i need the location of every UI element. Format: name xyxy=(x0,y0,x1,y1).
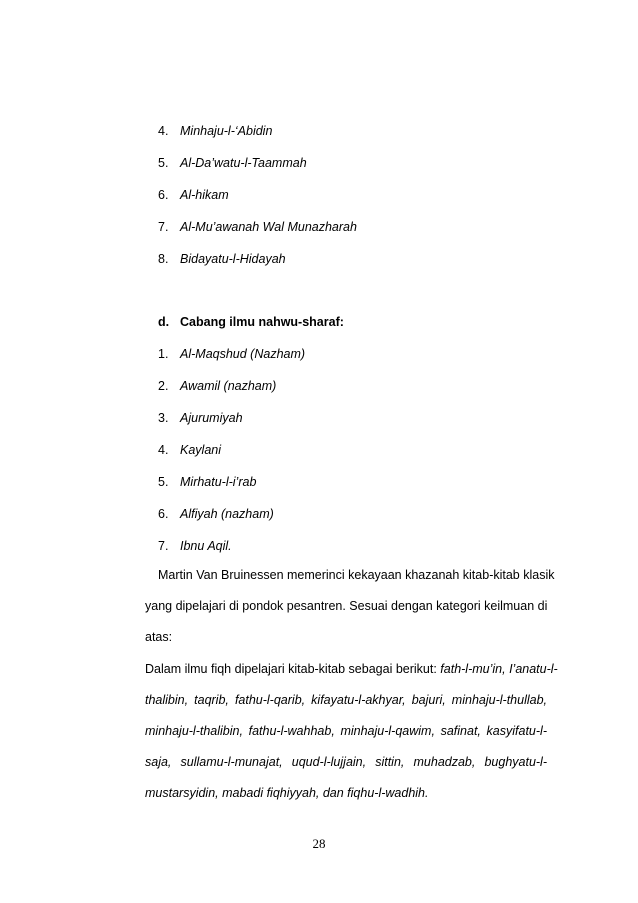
list-number: 6. xyxy=(158,507,169,521)
section-letter: d. xyxy=(158,315,170,329)
list-text: Ibnu Aqil. xyxy=(180,539,232,553)
list-text: Awamil (nazham) xyxy=(180,379,277,393)
list-text: Al-Mu’awanah Wal Munazharah xyxy=(180,220,357,234)
paragraph-line xyxy=(145,661,558,677)
list-number: 8. xyxy=(158,252,169,266)
paragraph-line xyxy=(145,723,547,739)
list-text: Al-Maqshud (Nazham) xyxy=(180,347,306,361)
list-number: 4. xyxy=(158,124,169,138)
kitab-names: fath-l-mu’in, I’anatu-l- xyxy=(440,662,558,676)
paragraph-line: atas: xyxy=(145,630,173,644)
list-number: 1. xyxy=(158,347,169,361)
list-text: Minhaju-l-‘Abidin xyxy=(180,124,273,138)
paragraph-line xyxy=(145,754,547,770)
list-text: Mirhatu-l-i’rab xyxy=(180,475,257,489)
list-text: Ajurumiyah xyxy=(180,411,243,425)
list-number: 7. xyxy=(158,220,169,234)
list-number: 6. xyxy=(158,188,169,202)
kitab-names: thalibin, taqrib, fathu-l-qarib, kifayatu-l-akhyar, bajuri, minhaju-l-thullab, xyxy=(145,693,547,707)
kitab-names: saja, sullamu-l-munajat, uqud-l-lujjain, sittin, muhadzab, bughyatu-l- xyxy=(145,755,547,769)
list-number: 7. xyxy=(158,539,169,553)
list-number: 3. xyxy=(158,411,169,425)
kitab-names: mustarsyidin, mabadi fiqhiyyah, dan fiqhu-l-wadhih. xyxy=(145,786,429,800)
list-text: Alfiyah (nazham) xyxy=(180,507,274,521)
paragraph-line xyxy=(145,692,547,708)
list-number: 2. xyxy=(158,379,169,393)
paragraph-line: yang dipelajari di pondok pesantren. Sesuai dengan kategori keilmuan di xyxy=(145,599,548,613)
list-text: Kaylani xyxy=(180,443,221,457)
paragraph-line: Martin Van Bruinessen memerinci kekayaan khazanah kitab-kitab klasik xyxy=(158,568,555,582)
list-text: Al-hikam xyxy=(180,188,229,202)
list-number: 5. xyxy=(158,475,169,489)
list-text: Al-Da’watu-l-Taammah xyxy=(180,156,307,170)
kitab-names: minhaju-l-thalibin, fathu-l-wahhab, minhaju-l-qawim, safinat, kasyifatu-l- xyxy=(145,724,547,738)
page-number: 28 xyxy=(312,836,326,851)
paragraph-line xyxy=(145,785,547,801)
paragraph-lead: Dalam ilmu fiqh dipelajari kitab-kitab sebagai berikut: xyxy=(145,662,441,676)
list-text: Bidayatu-l-Hidayah xyxy=(180,252,286,266)
list-number: 4. xyxy=(158,443,169,457)
section-title: Cabang ilmu nahwu-sharaf: xyxy=(180,315,344,329)
list-number: 5. xyxy=(158,156,169,170)
